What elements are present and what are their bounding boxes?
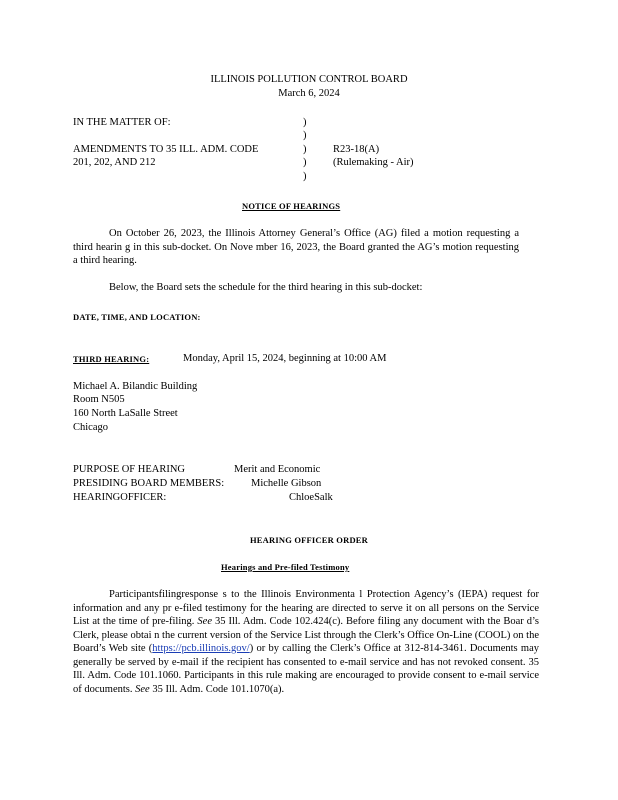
document-date: March 6, 2024 <box>278 88 340 99</box>
caption-bracket: ) <box>303 117 307 128</box>
schedule-paragraph: Below, the Board sets the schedule for the third hearing in this sub-docket: <box>109 282 423 293</box>
third-hearing-datetime: Monday, April 15, 2024, beginning at 10:00 AM <box>183 353 387 364</box>
purpose-value: Merit and Economic <box>234 464 321 475</box>
caption-bracket: ) <box>303 157 307 168</box>
purpose-label: PURPOSE OF HEARING <box>73 464 186 475</box>
hearing-officer-value: ChloeSalk <box>289 492 333 503</box>
intro-paragraph: On October 26, 2023, the Illinois Attorney General’s Office (AG) filed a motion requesting a third hearin g in this sub-docket. On Nove mber 16, 2023, the Board granted the AG’s motion requesting a third hearing. <box>73 228 519 266</box>
notice-title: NOTICE OF HEARINGS <box>242 201 341 211</box>
caption-bracket: ) <box>303 144 307 155</box>
order-title: HEARING OFFICER ORDER <box>249 535 368 545</box>
board-website-link[interactable]: https://pcb.illinois.gov/ <box>152 643 250 654</box>
caption-amendments: AMENDMENTS TO 35 ILL. ADM. CODE <box>73 144 259 155</box>
agency-title: ILLINOIS POLLUTION CONTROL BOARD <box>210 74 408 85</box>
rulemaking-type: (Rulemaking - Air) <box>333 157 414 168</box>
see-citation-2: See <box>135 683 150 695</box>
third-hearing-label: THIRD HEARING: <box>73 354 150 364</box>
location-city: Chicago <box>73 422 108 433</box>
service-text-4: 35 Ill. Adm. Code 101.1070(a). <box>152 683 285 695</box>
see-citation-1: See <box>197 616 212 627</box>
location-building: Michael A. Bilandic Building <box>73 381 198 392</box>
location-room: Room N505 <box>73 394 125 405</box>
date-time-location-heading: DATE, TIME, AND LOCATION: <box>73 312 201 322</box>
service-text-3: ) or by calling the Clerk’s Office at 312-814-3461. Documents may generally be served by e-mail if the recipient has consented to e-mail service and has not revoked consent. 35 Ill. Adm. Code 101.1060. Participants in this rule making are encouraged to provide consent to e-mail service of documents. <box>73 643 539 695</box>
caption-parts: 201, 202, AND 212 <box>73 157 156 168</box>
service-paragraph <box>73 588 539 696</box>
caption-bracket: ) <box>303 130 307 141</box>
location-street: 160 North LaSalle Street <box>73 408 178 419</box>
hearing-officer-label: HEARINGOFFICER: <box>73 492 167 503</box>
caption-bracket: ) <box>303 171 307 182</box>
board-members-label: PRESIDING BOARD MEMBERS: <box>73 478 225 489</box>
order-subtitle: Hearings and Pre-filed Testimony <box>221 562 350 572</box>
service-text-2: 35 Ill. Adm. Code 102.424(c). Before filing any document with the Boar d’s Clerk, please obtai n the current version of the Service List through the Clerk’s Office On-Line (COOL) on the Board’s Web site ( <box>73 616 540 654</box>
board-members-value: Michelle Gibson <box>251 478 322 489</box>
docket-number: R23-18(A) <box>333 144 380 155</box>
caption-matter: IN THE MATTER OF: <box>73 117 171 128</box>
service-text-1: Participantsfilingresponse s to the Illinois Environmenta l Protection Agency’s (IEPA) request for information and any pr e-filed testimony for the hearing are directed to serve it on all persons on the Service List at the time of pre-filing. <box>73 589 539 627</box>
